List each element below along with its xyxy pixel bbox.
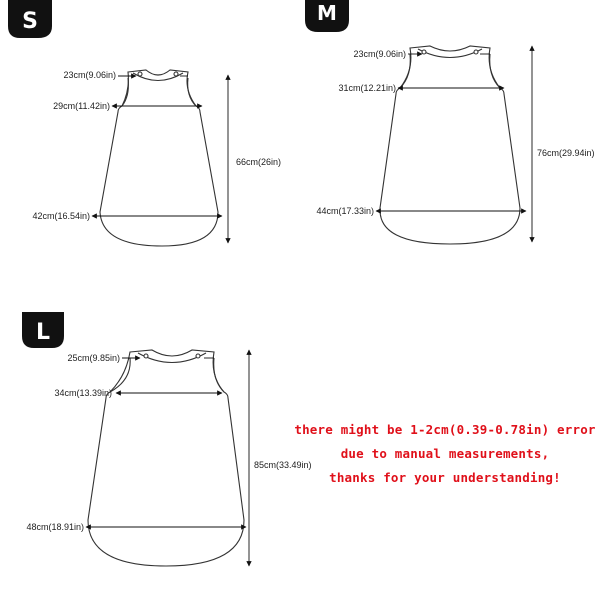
size-m-length-label: 76cm(29.94in): [537, 148, 595, 158]
size-s-bottom-label: 42cm(16.54in): [32, 211, 90, 221]
size-l-label: L: [35, 320, 51, 345]
note-line-1: there might be 1-2cm(0.39-0.78in) error: [294, 422, 596, 437]
note-line-3: thanks for your understanding!: [329, 470, 561, 485]
size-m-measure-lines: [376, 46, 532, 242]
size-m-badge: [305, 0, 349, 32]
size-m-chest-label: 31cm(12.21in): [338, 83, 396, 93]
size-l-measure-lines: [86, 350, 249, 566]
size-m-sleepsack-outline: [380, 46, 520, 244]
size-l-length-label: 85cm(33.49in): [254, 460, 312, 470]
size-m-neck-label: 23cm(9.06in): [353, 49, 406, 59]
size-s-sleepsack-outline: [100, 70, 218, 246]
size-s-chest-label: 29cm(11.42in): [53, 101, 110, 111]
size-s-badge: [8, 0, 52, 38]
size-m-label: M: [317, 1, 337, 25]
size-s-length-label: 66cm(26in): [236, 157, 282, 167]
size-l-bottom-label: 48cm(18.91in): [26, 522, 84, 532]
size-s-neck-label: 23cm(9.06in): [63, 70, 116, 80]
size-l-neck-label: 25cm(9.85in): [67, 353, 120, 363]
size-m-group: [305, 0, 595, 244]
size-l-badge: [22, 312, 64, 348]
size-m-bottom-label: 44cm(17.33in): [316, 206, 374, 216]
size-l-chest-label: 34cm(13.39in): [54, 388, 112, 398]
size-s-label: S: [22, 9, 38, 34]
size-s-measure-lines: [92, 75, 228, 243]
size-l-sleepsack-outline: [88, 350, 244, 566]
note-line-2: due to manual measurements,: [340, 446, 550, 461]
size-s-group: [8, 0, 281, 246]
size-l-group: [22, 312, 312, 566]
